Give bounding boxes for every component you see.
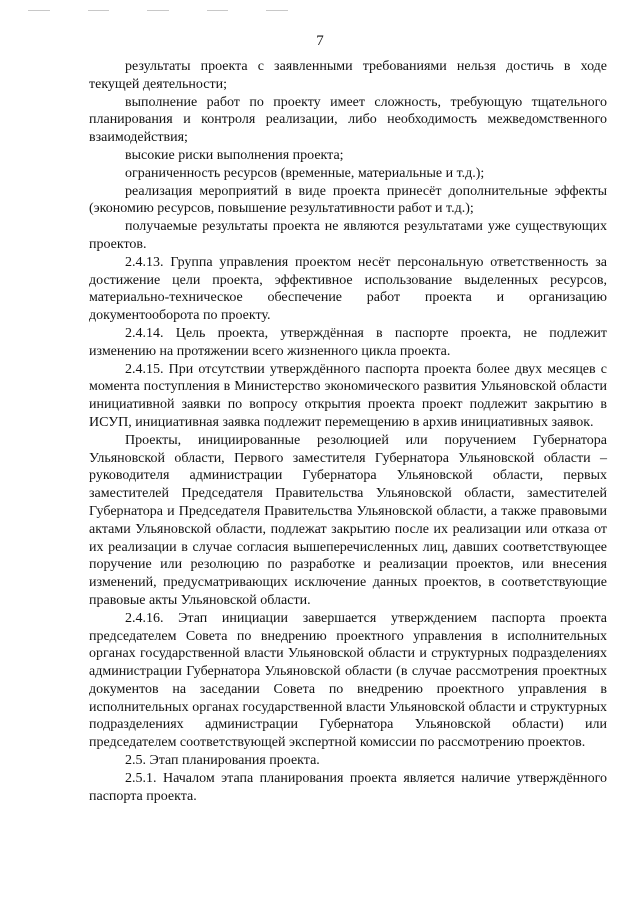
clause-2-4-14: 2.4.14. Цель проекта, утверждённая в паспорте проекта, не подлежит изменению на протяжении всего жизненного цикла проекта. bbox=[89, 325, 607, 359]
clause-2-5-1: 2.5.1. Началом этапа планирования проекта является наличие утверждённого паспорта проекта. bbox=[89, 770, 607, 804]
section-heading-2-5: 2.5. Этап планирования проекта. bbox=[125, 753, 320, 769]
paragraph: Проекты, инициированные резолюцией или поручением Губернатора Ульяновской области, Первого заместителя Губернатора Ульяновской области – руководителя администрации Губернатора Ульяновской области, первых заместителей Председателя Правительства Ульяновской области, заместителей Губернатора и Председателя Правительства Ульяновской области, а также правовыми актами Ульяновской области, подлежат закрытию после их реализации или отказа от их реализации в случае согласия вышеперечисленных лиц, давших соответствующее поручение или резолюцию по разработке и реализации проектов, или внесения изменений, предусматривающих исключение данных проектов, в соответствующие правовые акты Ульяновской области. bbox=[89, 432, 607, 608]
list-item: высокие риски выполнения проекта; bbox=[125, 147, 344, 163]
body-text bbox=[89, 58, 607, 805]
scan-artifact bbox=[28, 8, 288, 12]
list-item: реализация мероприятий в виде проекта принесёт дополнительные эффекты (экономию ресурсов, повышение результативности работ и т.д.); bbox=[89, 183, 607, 217]
clause-2-4-13: 2.4.13. Группа управления проектом несёт персональную ответственность за достижение цели проекта, эффективное использование выделенных ресурсов, материально-техническое обеспечение работ проекта и организацию документооборота по проекту. bbox=[89, 254, 607, 324]
list-item: выполнение работ по проекту имеет сложность, требующую тщательного планирования и контроля реализации, либо необходимость межведомственного взаимодействия; bbox=[89, 94, 607, 146]
list-item: результаты проекта с заявленными требованиями нельзя достичь в ходе текущей деятельности; bbox=[89, 59, 607, 92]
clause-2-4-15: 2.4.15. При отсутствии утверждённого паспорта проекта более двух месяцев с момента поступления в Министерство экономического развития Ульяновской области инициативной заявки по вопросу открытия проекта проект подлежит закрытию в ИСУП, инициативная заявка подлежит перемещению в архив инициативных заявок. bbox=[89, 361, 607, 430]
list-item: ограниченность ресурсов (временные, материальные и т.д.); bbox=[125, 165, 485, 181]
page-number: 7 bbox=[316, 33, 324, 49]
clause-2-4-16: 2.4.16. Этап инициации завершается утверждением паспорта проекта председателем Совета по внедрению проектного управления в исполнительных органах государственной власти Ульяновской области и структурных подразделениях администрации Губернатора Ульяновской области (в случае рассмотрения проектных документов на заседании Совета по внедрению проектного управления в исполнительных органах государственной власти Ульяновской области и структурных подразделениях администрации Губернатора Ульяновской области) или председателем соответствующей экспертной комиссии по рассмотрению проектов. bbox=[89, 610, 607, 751]
list-item: получаемые результаты проекта не являются результатами уже существующих проектов. bbox=[89, 219, 607, 252]
